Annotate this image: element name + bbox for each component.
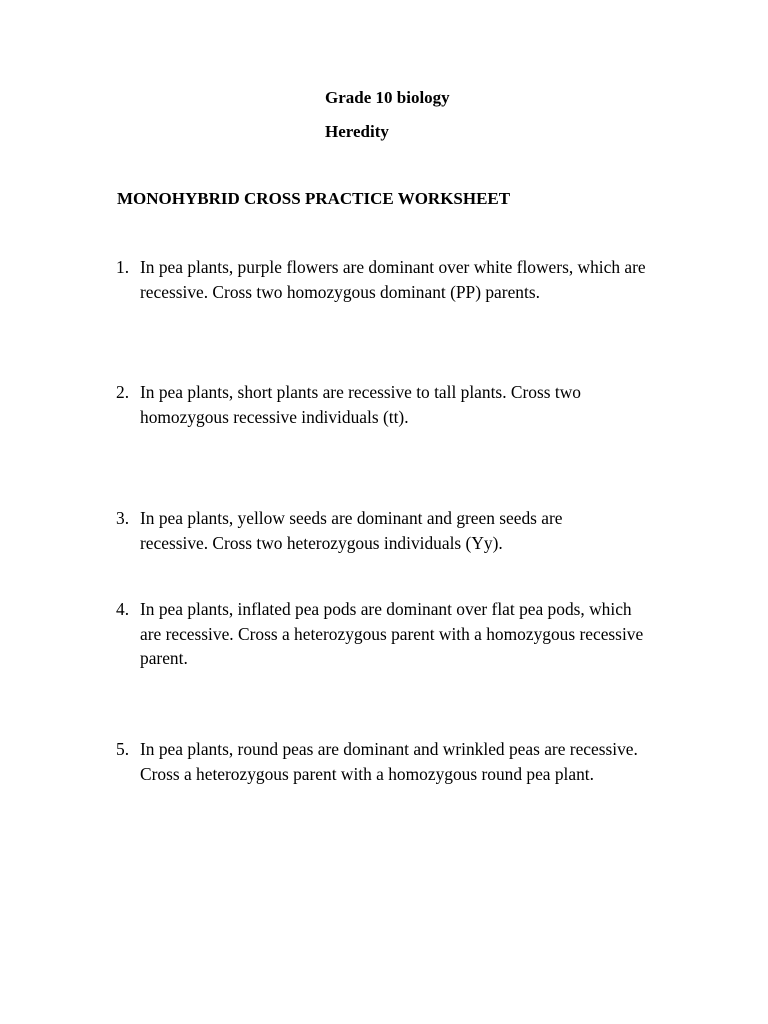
question-number: 3. [116,508,130,528]
question-item-2 [116,380,636,429]
worksheet-title: MONOHYBRID CROSS PRACTICE WORKSHEET [117,189,511,208]
question-item-1 [116,255,686,304]
topic-heading: Heredity [325,122,389,141]
question-text: In pea plants, yellow seeds are dominant and green seeds are recessive. Cross two heterozygous individuals (Yy). [140,508,563,553]
question-item-3 [116,506,626,555]
question-number: 1. [116,257,130,277]
question-item-4 [116,597,646,671]
question-text: In pea plants, short plants are recessive to tall plants. Cross two homozygous recessive individuals (tt). [140,382,581,427]
course-heading: Grade 10 biology [325,88,450,107]
question-number: 4. [116,599,130,619]
question-item-5 [116,737,656,786]
question-text: In pea plants, purple flowers are dominant over white flowers, which are recessive. Cross two homozygous dominant (PP) parents. [140,257,646,302]
question-text: In pea plants, round peas are dominant and wrinkled peas are recessive. Cross a heterozygous parent with a homozygous round pea plant. [140,739,638,784]
question-text: In pea plants, inflated pea pods are dominant over flat pea pods, which are recessive. Cross a heterozygous parent with a homozygous recessive parent. [140,599,644,668]
question-number: 2. [116,382,130,402]
question-number: 5. [116,739,130,759]
